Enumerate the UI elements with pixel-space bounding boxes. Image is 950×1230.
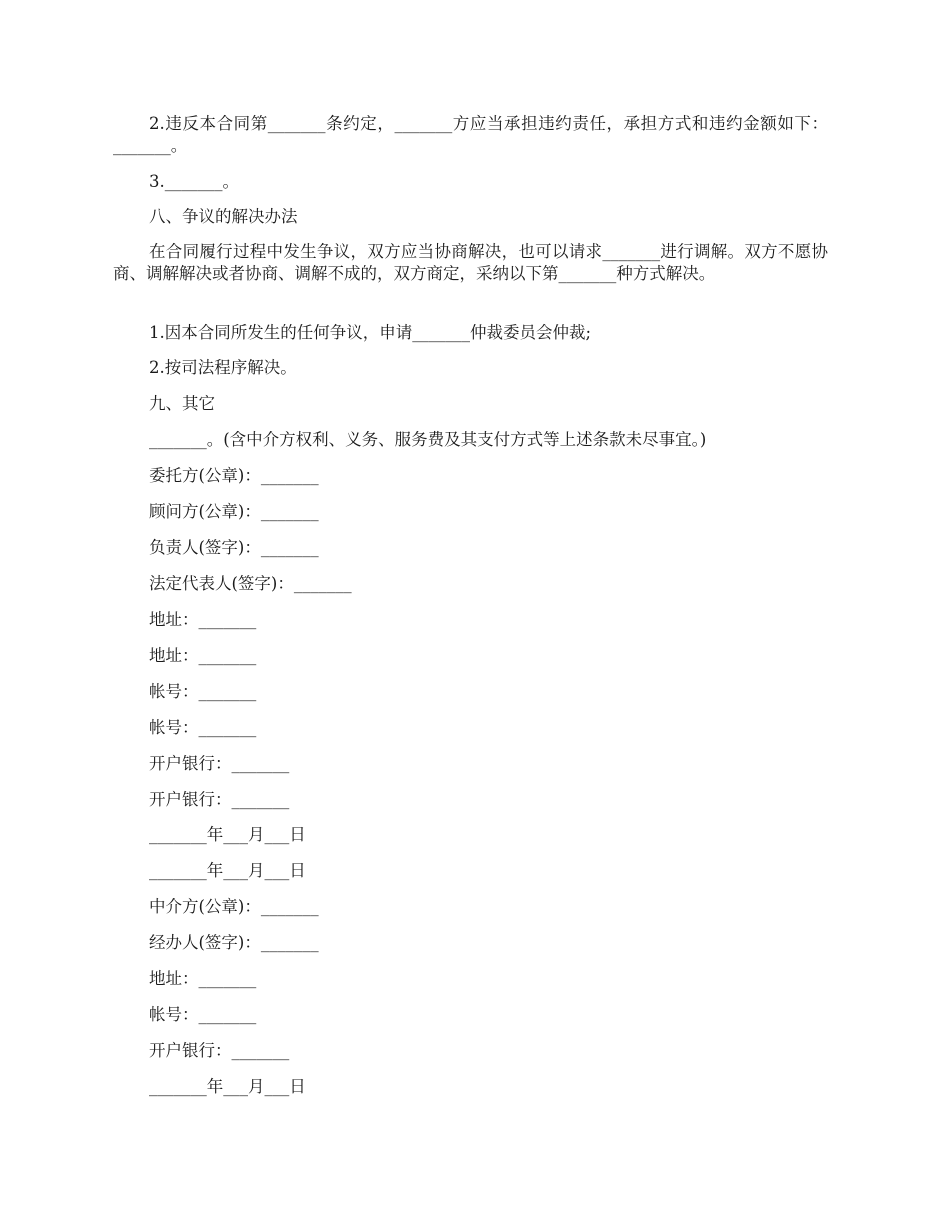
signature-line-address-2: 地址：_______ [149, 646, 257, 665]
clause-dispute-arbitration: 1.因本合同所发生的任何争议，申请_______仲裁委员会仲裁; [149, 323, 592, 342]
signature-line-bank-3: 开户银行：_______ [149, 1041, 290, 1060]
signature-line-address-1: 地址：_______ [149, 610, 257, 629]
signature-line-bank-2: 开户银行：_______ [149, 790, 290, 809]
clause-breach-3: 3._______。 [149, 172, 239, 191]
clause-dispute-judicial: 2.按司法程序解决。 [149, 358, 297, 377]
clause-dispute-intro: 在合同履行过程中发生争议，双方应当协商解决，也可以请求_______进行调解。双方不愿协商、调解解决或者协商、调解不成的，双方商定，采纳以下第_______种方式解决。 [113, 242, 828, 283]
signature-line-agent-seal: 中介方(公章)：_______ [149, 897, 319, 916]
signature-line-consultant-seal: 顾问方(公章)：_______ [149, 502, 319, 521]
signature-line-date-1: _______年___月___日 [149, 825, 306, 844]
signature-line-responsible-person: 负责人(签字)：_______ [149, 538, 319, 557]
signature-line-date-2: _______年___月___日 [149, 861, 306, 880]
signature-line-bank-1: 开户银行：_______ [149, 754, 290, 773]
signature-line-legal-representative: 法定代表人(签字)：_______ [149, 574, 352, 593]
signature-line-handler: 经办人(签字)：_______ [149, 933, 319, 952]
signature-line-account-1: 帐号：_______ [149, 682, 257, 701]
section-heading-dispute: 八、争议的解决办法 [149, 207, 298, 226]
signature-line-account-3: 帐号：_______ [149, 1005, 257, 1024]
signature-line-date-3: _______年___月___日 [149, 1077, 306, 1096]
section-heading-other: 九、其它 [149, 394, 215, 413]
signature-line-client-seal: 委托方(公章)：_______ [149, 466, 319, 485]
signature-line-account-2: 帐号：_______ [149, 718, 257, 737]
clause-breach-2: 2.违反本合同第_______条约定，_______方应当承担违约责任，承担方式和违约金额如下：_______。 [113, 114, 828, 155]
clause-other-content: _______。(含中介方权利、义务、服务费及其支付方式等上述条款未尽事宜。) [149, 430, 707, 449]
signature-line-address-3: 地址：_______ [149, 969, 257, 988]
